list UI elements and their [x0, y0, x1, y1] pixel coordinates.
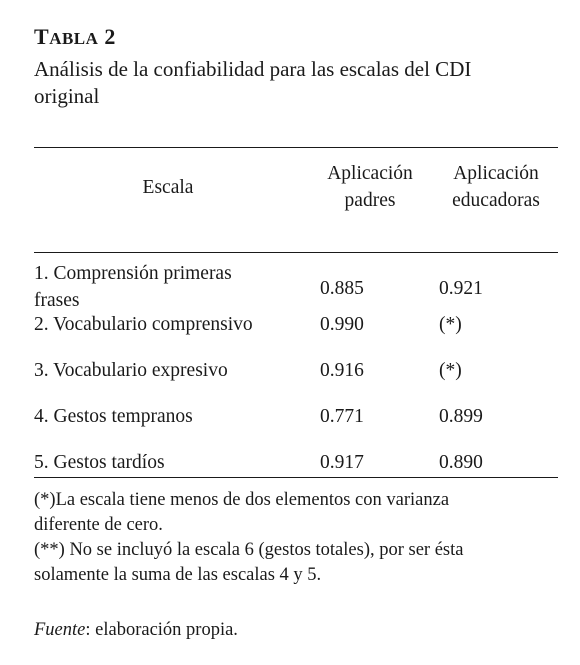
table-row-1-padres: 0.885 — [320, 278, 364, 299]
title-initial: T — [34, 24, 50, 49]
table-row-1-escala — [34, 260, 319, 314]
header-padres-line-1: Aplicación — [327, 163, 413, 184]
table-top-rule — [34, 147, 558, 148]
table-row-4-escala: 4. Gestos tempranos — [34, 406, 193, 427]
caption-line-2: original — [34, 84, 100, 108]
table-row-2-escala: 2. Vocabulario comprensivo — [34, 314, 253, 335]
table-row-3-padres: 0.916 — [320, 360, 364, 381]
table-row-3-educadoras: (*) — [439, 360, 462, 381]
table-notes — [34, 488, 554, 588]
title-number: 2 — [98, 24, 116, 49]
table-row-2-educadoras: (*) — [439, 314, 462, 335]
caption-line-1: Análisis de la confiabilidad para las escalas del CDI — [34, 57, 472, 81]
table-source — [34, 618, 238, 643]
table-row-5-educadoras: 0.890 — [439, 452, 483, 473]
table-header-rule — [34, 252, 558, 253]
note-1-line-1: (*)La escala tiene menos de dos elementos con varianza — [34, 490, 450, 510]
table-row-2-padres: 0.990 — [320, 314, 364, 335]
row-1-escala-line-1: 1. Comprensión primeras — [34, 263, 232, 284]
title-rest: ABLA — [49, 29, 99, 48]
header-educadoras-line-2: educadoras — [452, 190, 540, 211]
table-caption — [34, 56, 558, 110]
note-1-line-2: diferente de cero. — [34, 515, 163, 535]
table-row-5-escala: 5. Gestos tardíos — [34, 452, 165, 473]
source-text: : elaboración propia. — [85, 620, 238, 640]
header-padres-line-2: padres — [344, 190, 396, 211]
table-title — [34, 24, 558, 52]
table-row-5-padres: 0.917 — [320, 452, 364, 473]
source-label: Fuente — [34, 620, 86, 640]
header-educadoras-line-1: Aplicación — [453, 163, 539, 184]
header-aplicacion-padres — [314, 160, 426, 214]
table-bottom-rule — [34, 477, 558, 478]
table-row-4-padres: 0.771 — [320, 406, 364, 427]
header-aplicacion-educadoras — [434, 160, 558, 214]
table-container — [34, 24, 558, 640]
header-escala: Escala — [142, 177, 194, 198]
table-row-3-escala: 3. Vocabulario expresivo — [34, 360, 228, 381]
note-2-line-2: solamente la suma de las escalas 4 y 5. — [34, 565, 322, 585]
table-row-4-educadoras: 0.899 — [439, 406, 483, 427]
note-2-line-1: (**) No se incluyó la escala 6 (gestos totales), por ser ésta — [34, 540, 464, 560]
table-row-1-educadoras: 0.921 — [439, 278, 483, 299]
row-1-escala-line-2: frases — [34, 290, 80, 311]
